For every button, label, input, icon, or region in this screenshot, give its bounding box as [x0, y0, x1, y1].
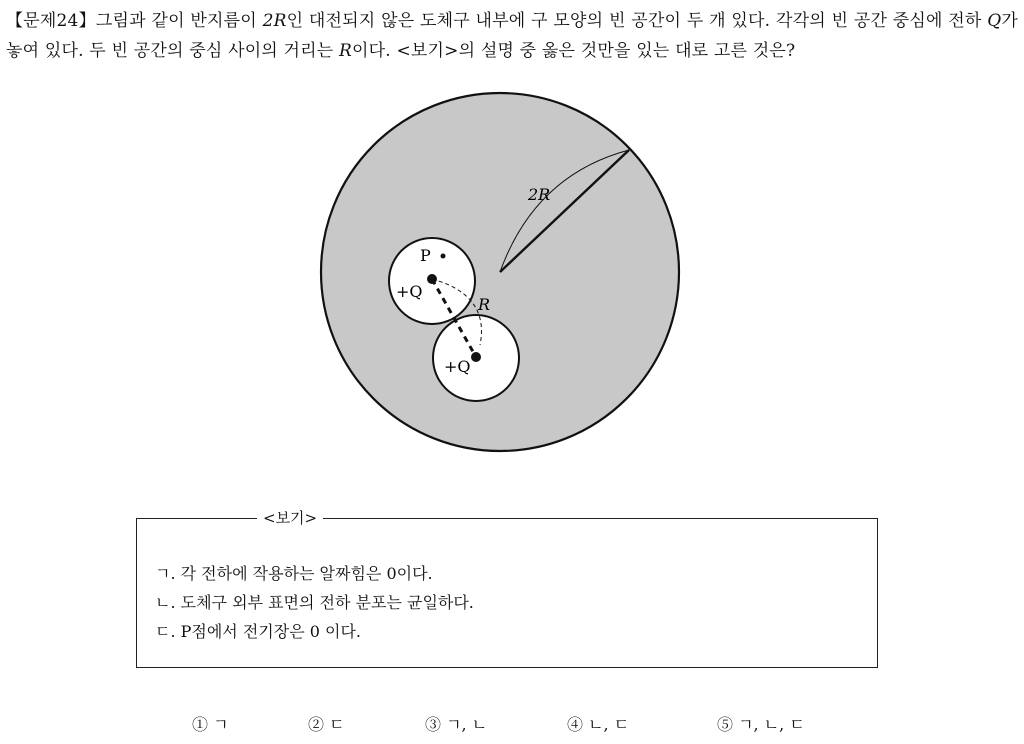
bogi-item-giyeok: ㄱ. 각 전하에 작용하는 알짜힘은 0이다.	[155, 564, 433, 583]
question-number: 【문제24】	[6, 11, 96, 31]
question-text-part: 가 놓여 있다. 두 빈 공간의 중심 사이의 거리는	[6, 11, 1018, 61]
choice-2[interactable]: ② ㄷ	[308, 715, 345, 734]
bogi-item-digeut: ㄷ. P점에서 전기장은 0 이다.	[155, 622, 362, 641]
question-text-part: 인 대전되지 않은 도체구 내부에 구 모양의 빈 공간이 두 개 있다. 각각의 빈 공간 중심에 전하	[286, 11, 988, 31]
choice-5[interactable]: ⑤ ㄱ, ㄴ, ㄷ	[717, 715, 805, 734]
choice-3[interactable]: ③ ㄱ, ㄴ	[425, 715, 488, 734]
upper-charge-dot	[427, 274, 437, 284]
variable-2r: 2R	[262, 11, 287, 31]
bogi-title: <보기>	[257, 507, 323, 528]
question-text-part: 그림과 같이 반지름이	[95, 11, 263, 31]
lower-charge-dot	[471, 352, 481, 362]
bogi-box	[136, 509, 878, 668]
radius-label: 2R	[528, 185, 551, 204]
bogi-items	[155, 559, 474, 646]
upper-charge-label: +Q	[396, 282, 423, 301]
choice-4[interactable]: ④ ㄴ, ㄷ	[567, 715, 630, 734]
lower-charge-label: +Q	[444, 357, 471, 376]
point-p-label: P	[420, 246, 431, 265]
variable-r: R	[339, 41, 353, 61]
question-text-part: 이다. <보기>의 설명 중 옳은 것만을 있는 대로 고른 것은?	[352, 41, 796, 61]
distance-label: R	[478, 295, 491, 314]
variable-q: Q	[987, 11, 1002, 31]
point-p-dot	[441, 254, 446, 259]
choice-1[interactable]: ① ㄱ	[192, 715, 229, 734]
bogi-item-nieun: ㄴ. 도체구 외부 표면의 전하 분포는 균일하다.	[155, 593, 474, 612]
